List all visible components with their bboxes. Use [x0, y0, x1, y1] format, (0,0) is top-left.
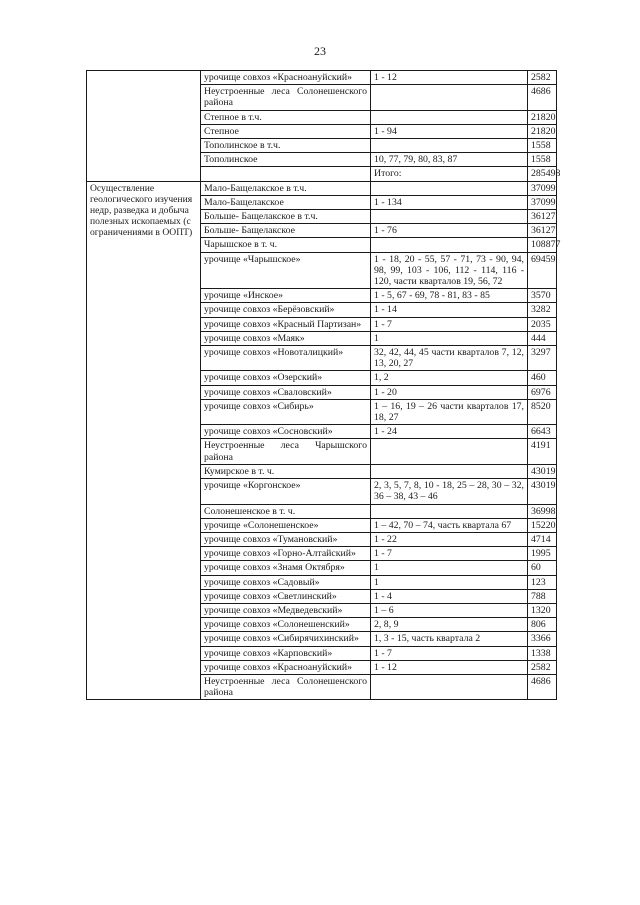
quarters-cell	[371, 181, 528, 195]
area-cell: 123	[528, 575, 557, 589]
quarters-cell: 2, 3, 5, 7, 8, 10 - 18, 25 – 28, 30 – 32, 36 – 38, 43 – 46	[371, 479, 528, 504]
quarters-cell: 1, 3 - 15, часть квартала 2	[371, 632, 528, 646]
forest-name-cell: Степное в т.ч.	[201, 110, 371, 124]
forest-name-cell: урочище совхоз «Новоталицкий»	[201, 346, 371, 371]
area-cell: 3366	[528, 632, 557, 646]
quarters-cell: 1	[371, 575, 528, 589]
area-cell: 60	[528, 561, 557, 575]
forest-name-cell: Неустроенные леса Солонешенского района	[201, 85, 371, 110]
forest-name-cell: урочище совхоз «Красноануйский»	[201, 660, 371, 674]
forest-name-cell: урочище «Солонешенское»	[201, 518, 371, 532]
forest-name-cell: урочище совхоз «Красноануйский»	[201, 71, 371, 85]
quarters-cell	[371, 238, 528, 252]
area-cell: 36127	[528, 210, 557, 224]
quarters-cell	[371, 504, 528, 518]
area-cell: 43019	[528, 479, 557, 504]
forest-name-cell: Тополинское	[201, 153, 371, 167]
quarters-cell: Итого:	[371, 167, 528, 181]
purpose-cell: Осуществление геологического изучения недр, разведка и добыча полезных ископаемых (с ограничениями в ООПТ)	[87, 181, 201, 700]
quarters-cell: 1 - 12	[371, 660, 528, 674]
quarters-cell: 1 - 7	[371, 317, 528, 331]
area-cell: 444	[528, 331, 557, 345]
area-cell: 1558	[528, 139, 557, 153]
forest-table	[86, 70, 561, 700]
area-cell: 36998	[528, 504, 557, 518]
forest-name-cell	[201, 167, 371, 181]
forest-name-cell: урочище «Коргонское»	[201, 479, 371, 504]
quarters-cell: 32, 42, 44, 45 части кварталов 7, 12, 13, 20, 27	[371, 346, 528, 371]
forest-name-cell: Чарышское в т. ч.	[201, 238, 371, 252]
area-cell: 806	[528, 618, 557, 632]
quarters-cell: 1 - 18, 20 - 55, 57 - 71, 73 - 90, 94, 98, 99, 103 - 106, 112 - 114, 116 - 120, части кварталов 19, 56, 72	[371, 252, 528, 289]
area-cell: 1320	[528, 603, 557, 617]
forest-name-cell: урочище совхоз «Медведевский»	[201, 603, 371, 617]
quarters-cell	[371, 464, 528, 478]
quarters-cell	[371, 210, 528, 224]
quarters-cell	[371, 674, 528, 699]
quarters-cell: 1 - 20	[371, 385, 528, 399]
quarters-cell: 1 - 22	[371, 532, 528, 546]
area-cell: 36127	[528, 224, 557, 238]
forest-name-cell: Степное	[201, 124, 371, 138]
quarters-cell: 1	[371, 561, 528, 575]
quarters-cell: 2, 8, 9	[371, 618, 528, 632]
area-cell: 21820	[528, 110, 557, 124]
forest-name-cell: Мало-Бащелакское	[201, 195, 371, 209]
forest-name-cell: урочище совхоз «Светлинский»	[201, 589, 371, 603]
forest-name-cell: урочище совхоз «Маяк»	[201, 331, 371, 345]
forest-name-cell: Больше- Бащелакское	[201, 224, 371, 238]
quarters-cell: 1 – 42, 70 – 74, часть квартала 67	[371, 518, 528, 532]
forest-name-cell: Тополинское в т.ч.	[201, 139, 371, 153]
forest-name-cell: урочище совхоз «Солонешенский»	[201, 618, 371, 632]
area-cell: 3297	[528, 346, 557, 371]
area-cell: 4714	[528, 532, 557, 546]
forest-name-cell: урочище совхоз «Знамя Октября»	[201, 561, 371, 575]
forest-name-cell: урочище совхоз «Карповский»	[201, 646, 371, 660]
area-cell: 285498	[528, 167, 557, 181]
table-row	[87, 181, 557, 195]
forest-name-cell: урочище совхоз «Сосновский»	[201, 425, 371, 439]
quarters-cell: 1, 2	[371, 371, 528, 385]
forest-name-cell: урочище совхоз «Сибирь»	[201, 399, 371, 424]
quarters-cell: 1 - 134	[371, 195, 528, 209]
quarters-cell: 10, 77, 79, 80, 83, 87	[371, 153, 528, 167]
area-cell: 2035	[528, 317, 557, 331]
quarters-cell: 1 - 94	[371, 124, 528, 138]
area-cell: 1558	[528, 153, 557, 167]
area-cell: 21820	[528, 124, 557, 138]
area-cell: 3282	[528, 303, 557, 317]
forest-name-cell: урочище совхоз «Тумановский»	[201, 532, 371, 546]
quarters-cell: 1 - 24	[371, 425, 528, 439]
area-cell: 1995	[528, 547, 557, 561]
area-cell: 43019	[528, 464, 557, 478]
forest-name-cell: урочище «Чарышское»	[201, 252, 371, 289]
forest-name-cell: урочище совхоз «Берёзовский»	[201, 303, 371, 317]
area-cell: 37099	[528, 181, 557, 195]
forest-name-cell: урочище совхоз «Красный Партизан»	[201, 317, 371, 331]
area-cell: 6976	[528, 385, 557, 399]
forest-name-cell: Больше- Бащелакское в т.ч.	[201, 210, 371, 224]
area-cell: 4686	[528, 674, 557, 699]
quarters-cell: 1 - 7	[371, 547, 528, 561]
quarters-cell	[371, 85, 528, 110]
forest-name-cell: Кумирское в т. ч.	[201, 464, 371, 478]
area-cell: 69459	[528, 252, 557, 289]
quarters-cell: 1 - 4	[371, 589, 528, 603]
quarters-cell: 1 – 6	[371, 603, 528, 617]
forest-name-cell: урочище совхоз «Сваловский»	[201, 385, 371, 399]
area-cell: 4686	[528, 85, 557, 110]
area-cell: 4191	[528, 439, 557, 464]
forest-name-cell: урочище совхоз «Озерский»	[201, 371, 371, 385]
quarters-cell: 1 - 7	[371, 646, 528, 660]
quarters-cell	[371, 139, 528, 153]
forest-name-cell: Неустроенные леса Чарышского района	[201, 439, 371, 464]
area-cell: 3570	[528, 289, 557, 303]
quarters-cell: 1 – 16, 19 – 26 части кварталов 17, 18, 27	[371, 399, 528, 424]
quarters-cell: 1 - 12	[371, 71, 528, 85]
forest-name-cell: урочище совхоз «Сибирячихинский»	[201, 632, 371, 646]
forest-name-cell: Мало-Бащелакское в т.ч.	[201, 181, 371, 195]
area-cell: 2582	[528, 71, 557, 85]
forest-name-cell: урочище совхоз «Горно-Алтайский»	[201, 547, 371, 561]
forest-name-cell: урочище «Инское»	[201, 289, 371, 303]
purpose-cell-empty	[87, 71, 201, 182]
area-cell: 8520	[528, 399, 557, 424]
forest-name-cell: урочище совхоз «Садовый»	[201, 575, 371, 589]
quarters-cell: 1	[371, 331, 528, 345]
table-row	[87, 71, 557, 85]
area-cell: 37099	[528, 195, 557, 209]
forest-name-cell: Солонешенское в т. ч.	[201, 504, 371, 518]
page-number: 23	[314, 44, 326, 58]
forest-name-cell: Неустроенные леса Солонешенского района	[201, 674, 371, 699]
area-cell: 2582	[528, 660, 557, 674]
area-cell: 108877	[528, 238, 557, 252]
area-cell: 6643	[528, 425, 557, 439]
quarters-cell: 1 - 14	[371, 303, 528, 317]
area-cell: 1338	[528, 646, 557, 660]
quarters-cell	[371, 110, 528, 124]
area-cell: 15220	[528, 518, 557, 532]
quarters-cell: 1 - 76	[371, 224, 528, 238]
area-cell: 788	[528, 589, 557, 603]
area-cell: 460	[528, 371, 557, 385]
quarters-cell: 1 - 5, 67 - 69, 78 - 81, 83 - 85	[371, 289, 528, 303]
quarters-cell	[371, 439, 528, 464]
